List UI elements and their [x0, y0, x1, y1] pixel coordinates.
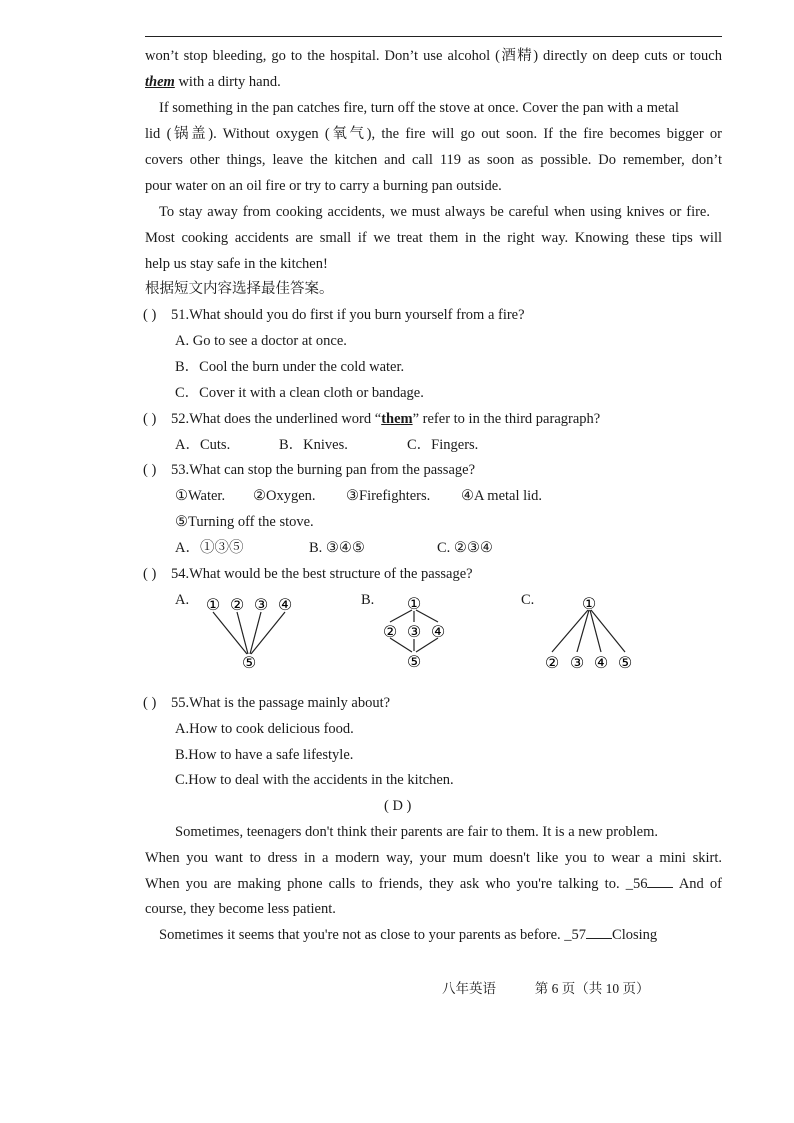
passage-line: won’t stop bleeding, go to the hospital. Don’t use alcohol (酒精) directly on deep cuts or touch	[145, 48, 722, 64]
option-52-b[interactable]: B．Knives.	[279, 437, 348, 453]
item-53-2: ②Oxygen.	[253, 488, 316, 504]
item-53-3: ③Firefighters.	[346, 488, 431, 504]
option-51-b[interactable]: B．Cool the burn under the cold water.	[175, 359, 405, 375]
footer-subject: 八年英语	[442, 981, 496, 996]
passage-line: When you want to dress in a modern way, your mum doesn't like you to wear a mini skirt.	[145, 850, 722, 866]
node-2: ②	[229, 595, 245, 614]
item-53-1: ①Water.	[175, 488, 226, 504]
structure-diagram-c	[532, 590, 642, 676]
node-3: ③	[569, 653, 585, 672]
option-54-c[interactable]: C.	[521, 592, 535, 608]
node-4: ④	[277, 595, 293, 614]
question-51: 51.What should you do first if you burn yourself from a fire?	[171, 307, 525, 323]
answer-blank[interactable]: ( )	[143, 695, 157, 711]
node-3: ③	[253, 595, 269, 614]
passage-line: pour water on an oil fire or try to carry a burning pan outside.	[145, 178, 502, 194]
option-51-a[interactable]: A. Go to see a doctor at once.	[175, 333, 347, 349]
passage-text: Closing	[612, 927, 658, 943]
node-5: ⑤	[406, 652, 422, 671]
node-1: ①	[205, 595, 221, 614]
answer-blank[interactable]: ( )	[143, 307, 157, 323]
passage-line: course, they become less patient.	[145, 901, 336, 917]
answer-blank[interactable]: ( )	[143, 411, 157, 427]
passage-text: Sometimes it seems that you're not as close to your parents as before. _57	[159, 927, 587, 943]
option-53-b[interactable]: B. ③④⑤	[309, 540, 365, 556]
instruction: 根据短文内容选择最佳答案。	[145, 281, 334, 297]
option-54-b[interactable]: B.	[361, 592, 375, 608]
passage-line: Most cooking accidents are small if we treat them in the right way. Knowing these tips will	[145, 230, 722, 246]
question-text: ” refer to in the third paragraph?	[412, 411, 601, 427]
node-2: ②	[544, 653, 560, 672]
passage-text: When you are making phone calls to friends, they ask who you're talking to. _56	[145, 876, 648, 892]
node-1: ①	[406, 594, 422, 613]
answer-blank[interactable]: ( )	[143, 566, 157, 582]
option-53-a[interactable]: A．①③⑤	[175, 540, 244, 556]
passage-line: Sometimes, teenagers don't think their parents are fair to them. It is a new problem.	[175, 824, 658, 840]
question-53: 53.What can stop the burning pan from the passage?	[171, 462, 476, 478]
option-53-c[interactable]: C. ②③④	[437, 540, 493, 556]
passage-line: To stay away from cooking accidents, we must always be careful when using knives or fire.	[159, 204, 710, 220]
question-52	[171, 410, 600, 428]
option-55-c[interactable]: C.How to deal with the accidents in the kitchen.	[175, 772, 454, 788]
passage-line: help us stay safe in the kitchen!	[145, 256, 328, 272]
page-footer	[442, 977, 650, 997]
question-54: 54.What would be the best structure of the passage?	[171, 566, 473, 582]
passage-line	[145, 73, 722, 91]
node-4: ④	[430, 622, 446, 641]
passage-line: lid (锅盖). Without oxygen (氧气), the fire will go out soon. If the fire becomes bigger or	[145, 126, 722, 142]
option-54-a[interactable]: A.	[175, 592, 190, 608]
item-53-4: ④A metal lid.	[461, 488, 543, 504]
passage-line: If something in the pan catches fire, turn off the stove at once. Cover the pan with a metal	[159, 100, 679, 116]
option-52-c[interactable]: C．Fingers.	[407, 437, 479, 453]
node-1: ①	[581, 594, 597, 613]
blank-57[interactable]	[586, 926, 612, 939]
node-5: ⑤	[241, 653, 257, 672]
passage-text: with a dirty hand.	[174, 74, 281, 90]
option-55-b[interactable]: B.How to have a safe lifestyle.	[175, 747, 354, 763]
node-5: ⑤	[617, 653, 633, 672]
answer-blank[interactable]: ( )	[143, 462, 157, 478]
question-55: 55.What is the passage mainly about?	[171, 695, 391, 711]
passage-text: And of	[673, 876, 723, 892]
underlined-word: them	[381, 411, 413, 427]
passage-line: covers other things, leave the kitchen and call 119 as soon as possible. Do remember, don’t	[145, 152, 722, 168]
node-4: ④	[593, 653, 609, 672]
blank-56[interactable]	[647, 875, 673, 888]
item-53-5: ⑤Turning off the stove.	[175, 514, 314, 530]
structure-diagram-a	[195, 590, 305, 676]
option-52-a[interactable]: A．Cuts.	[175, 437, 231, 453]
option-55-a[interactable]: A.How to cook delicious food.	[175, 721, 354, 737]
question-text: 52.What does the underlined word “	[171, 411, 382, 427]
structure-diagram-b	[372, 590, 462, 676]
top-rule	[145, 36, 722, 37]
section-heading: ( D )	[384, 798, 412, 814]
node-3: ③	[406, 622, 422, 641]
option-51-c[interactable]: C．Cover it with a clean cloth or bandage.	[175, 385, 424, 401]
footer-page-number: 第 6 页（共 10 页）	[534, 981, 650, 996]
passage-line	[145, 875, 722, 893]
node-2: ②	[382, 622, 398, 641]
passage-line	[159, 926, 657, 944]
underlined-word-them: them	[145, 74, 175, 90]
